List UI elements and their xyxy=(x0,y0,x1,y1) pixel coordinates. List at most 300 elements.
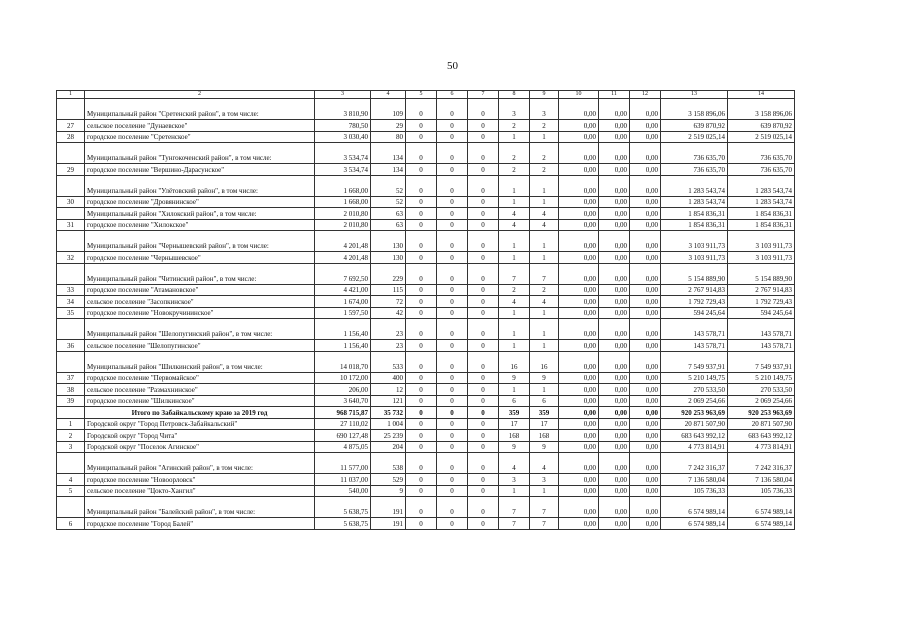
value-cell: 204 xyxy=(371,441,406,453)
value-cell: 0 xyxy=(468,474,499,486)
value-cell: 968 715,87 xyxy=(315,407,371,419)
name-cell: сельское поселение "Цокто-Хангил" xyxy=(85,485,315,497)
value-cell: 7 xyxy=(530,497,559,518)
value-cell: 229 xyxy=(371,263,406,284)
value-cell: 4 xyxy=(499,219,530,231)
value-cell: 0,00 xyxy=(599,351,630,372)
value-cell: 2 xyxy=(499,143,530,164)
value-cell: 1 xyxy=(530,231,559,252)
value-cell: 63 xyxy=(371,219,406,231)
value-cell: 0,00 xyxy=(630,120,661,132)
value-cell: 0,00 xyxy=(630,395,661,407)
value-cell: 0 xyxy=(406,340,437,352)
value-cell: 191 xyxy=(371,497,406,518)
value-cell: 0 xyxy=(437,164,468,176)
value-cell: 0 xyxy=(406,307,437,319)
value-cell: 0,00 xyxy=(630,430,661,442)
value-cell: 1 xyxy=(499,340,530,352)
table-row xyxy=(57,164,795,176)
value-cell: 7 549 937,91 xyxy=(661,351,728,372)
value-cell: 594 245,64 xyxy=(728,307,795,319)
name-cell: городское поселение "Чернышевское" xyxy=(85,252,315,264)
row-number-cell: 38 xyxy=(57,384,85,396)
value-cell: 0 xyxy=(468,296,499,308)
value-cell: 0,00 xyxy=(630,372,661,384)
value-cell: 121 xyxy=(371,395,406,407)
value-cell: 0 xyxy=(406,120,437,132)
value-cell: 736 635,70 xyxy=(728,143,795,164)
value-cell: 0,00 xyxy=(630,453,661,474)
value-cell: 0 xyxy=(437,497,468,518)
name-cell: городское поселение "Новоорловск" xyxy=(85,474,315,486)
value-cell: 0 xyxy=(406,131,437,143)
column-number: 7 xyxy=(468,91,499,99)
table-row xyxy=(57,395,795,407)
name-cell: городское поселение "Город Балей" xyxy=(85,518,315,530)
value-cell: 0 xyxy=(437,441,468,453)
table-row xyxy=(57,418,795,430)
value-cell: 11 037,00 xyxy=(315,474,371,486)
name-cell: Городской округ "Поселок Агинское" xyxy=(85,441,315,453)
value-cell: 143 578,71 xyxy=(728,340,795,352)
value-cell: 0,00 xyxy=(559,372,599,384)
value-cell: 0,00 xyxy=(599,231,630,252)
value-cell: 0,00 xyxy=(599,453,630,474)
value-cell: 3 158 896,06 xyxy=(661,99,728,120)
value-cell: 0,00 xyxy=(559,263,599,284)
value-cell: 0 xyxy=(468,395,499,407)
value-cell: 0 xyxy=(437,296,468,308)
value-cell: 0 xyxy=(468,143,499,164)
value-cell: 7 xyxy=(530,263,559,284)
district-row xyxy=(57,231,795,252)
name-cell: городское поселение "Дровянинское" xyxy=(85,196,315,208)
value-cell: 1 xyxy=(530,175,559,196)
value-cell: 63 xyxy=(371,208,406,220)
value-cell: 9 xyxy=(530,441,559,453)
value-cell: 0 xyxy=(406,453,437,474)
value-cell: 1 xyxy=(499,307,530,319)
value-cell: 780,50 xyxy=(315,120,371,132)
value-cell: 3 810,90 xyxy=(315,99,371,120)
value-cell: 4 773 814,91 xyxy=(661,441,728,453)
value-cell: 1 xyxy=(499,319,530,340)
row-number-cell: 36 xyxy=(57,340,85,352)
value-cell: 1 xyxy=(530,340,559,352)
value-cell: 0 xyxy=(406,395,437,407)
value-cell: 42 xyxy=(371,307,406,319)
value-cell: 35 732 xyxy=(371,407,406,419)
value-cell: 0,00 xyxy=(559,351,599,372)
value-cell: 0 xyxy=(437,263,468,284)
value-cell: 0,00 xyxy=(630,474,661,486)
value-cell: 0 xyxy=(468,351,499,372)
value-cell: 3 534,74 xyxy=(315,164,371,176)
value-cell: 5 638,75 xyxy=(315,518,371,530)
value-cell: 0,00 xyxy=(559,518,599,530)
name-cell: Городской округ "Город Чита" xyxy=(85,430,315,442)
value-cell: 1 xyxy=(530,319,559,340)
value-cell: 0 xyxy=(468,131,499,143)
table-row xyxy=(57,474,795,486)
value-cell: 0,00 xyxy=(559,407,599,419)
value-cell: 23 xyxy=(371,319,406,340)
row-number-cell xyxy=(57,319,85,340)
row-number-cell: 2 xyxy=(57,430,85,442)
value-cell: 0 xyxy=(437,131,468,143)
total-row xyxy=(57,407,795,419)
value-cell: 359 xyxy=(499,407,530,419)
value-cell: 1 xyxy=(499,384,530,396)
value-cell: 52 xyxy=(371,175,406,196)
value-cell: 0,00 xyxy=(630,340,661,352)
value-cell: 23 xyxy=(371,340,406,352)
value-cell: 533 xyxy=(371,351,406,372)
value-cell: 0,00 xyxy=(559,143,599,164)
value-cell: 2 519 025,14 xyxy=(728,131,795,143)
value-cell: 0,00 xyxy=(599,131,630,143)
value-cell: 7 692,50 xyxy=(315,263,371,284)
value-cell: 0,00 xyxy=(559,296,599,308)
table-row xyxy=(57,252,795,264)
value-cell: 0 xyxy=(468,219,499,231)
value-cell: 0 xyxy=(437,208,468,220)
value-cell: 0 xyxy=(406,296,437,308)
value-cell: 0,00 xyxy=(599,395,630,407)
value-cell: 0,00 xyxy=(599,263,630,284)
value-cell: 1 xyxy=(499,231,530,252)
row-number-cell: 34 xyxy=(57,296,85,308)
value-cell: 143 578,71 xyxy=(661,319,728,340)
value-cell: 0,00 xyxy=(559,319,599,340)
value-cell: 0,00 xyxy=(599,485,630,497)
value-cell: 0,00 xyxy=(559,307,599,319)
value-cell: 29 xyxy=(371,120,406,132)
column-number: 3 xyxy=(315,91,371,99)
value-cell: 3 xyxy=(499,99,530,120)
row-number-cell: 33 xyxy=(57,284,85,296)
value-cell: 0 xyxy=(406,164,437,176)
column-number: 14 xyxy=(728,91,795,99)
value-cell: 14 018,70 xyxy=(315,351,371,372)
value-cell: 0 xyxy=(437,99,468,120)
column-number-row xyxy=(57,91,795,99)
value-cell: 0 xyxy=(406,474,437,486)
value-cell: 12 xyxy=(371,384,406,396)
value-cell: 0,00 xyxy=(630,196,661,208)
table-row xyxy=(57,120,795,132)
value-cell: 0 xyxy=(437,284,468,296)
value-cell: 2 069 254,66 xyxy=(661,395,728,407)
value-cell: 0,00 xyxy=(559,453,599,474)
value-cell: 3 158 896,06 xyxy=(728,99,795,120)
value-cell: 0,00 xyxy=(630,99,661,120)
district-row xyxy=(57,208,795,220)
value-cell: 3 103 911,73 xyxy=(728,231,795,252)
value-cell: 6 574 989,14 xyxy=(728,497,795,518)
value-cell: 0 xyxy=(406,384,437,396)
value-cell: 1 668,00 xyxy=(315,196,371,208)
value-cell: 0,00 xyxy=(599,208,630,220)
value-cell: 7 xyxy=(530,518,559,530)
value-cell: 7 xyxy=(499,263,530,284)
value-cell: 0 xyxy=(437,319,468,340)
row-number-cell: 27 xyxy=(57,120,85,132)
value-cell: 0,00 xyxy=(630,231,661,252)
value-cell: 920 253 963,69 xyxy=(728,407,795,419)
value-cell: 25 239 xyxy=(371,430,406,442)
name-cell: городское поселение "Хилокское" xyxy=(85,219,315,231)
value-cell: 0,00 xyxy=(630,518,661,530)
value-cell: 0,00 xyxy=(559,284,599,296)
name-cell: Муниципальный район "Хилокский район", в том числе: xyxy=(85,208,315,220)
value-cell: 0 xyxy=(406,231,437,252)
value-cell: 0,00 xyxy=(599,307,630,319)
value-cell: 0 xyxy=(437,143,468,164)
row-number-cell xyxy=(57,143,85,164)
value-cell: 270 533,50 xyxy=(661,384,728,396)
value-cell: 0 xyxy=(468,453,499,474)
value-cell: 1 156,40 xyxy=(315,319,371,340)
name-cell: Муниципальный район "Сретенский район", в том числе: xyxy=(85,99,315,120)
value-cell: 0 xyxy=(437,453,468,474)
row-number-cell: 30 xyxy=(57,196,85,208)
value-cell: 0,00 xyxy=(559,231,599,252)
value-cell: 0,00 xyxy=(559,430,599,442)
row-number-cell xyxy=(57,208,85,220)
value-cell: 0 xyxy=(468,418,499,430)
value-cell: 0,00 xyxy=(599,196,630,208)
value-cell: 1 283 543,74 xyxy=(661,175,728,196)
value-cell: 130 xyxy=(371,252,406,264)
value-cell: 1 xyxy=(530,485,559,497)
table-row xyxy=(57,372,795,384)
value-cell: 2 767 914,83 xyxy=(661,284,728,296)
value-cell: 0,00 xyxy=(599,296,630,308)
value-cell: 2 767 914,83 xyxy=(728,284,795,296)
name-cell: городское поселение "Новокручининское" xyxy=(85,307,315,319)
district-row xyxy=(57,263,795,284)
value-cell: 52 xyxy=(371,196,406,208)
column-number: 6 xyxy=(437,91,468,99)
value-cell: 0 xyxy=(437,120,468,132)
row-number-cell xyxy=(57,407,85,419)
value-cell: 0,00 xyxy=(599,99,630,120)
value-cell: 0 xyxy=(468,208,499,220)
row-number-cell: 6 xyxy=(57,518,85,530)
value-cell: 0,00 xyxy=(599,430,630,442)
row-number-cell: 5 xyxy=(57,485,85,497)
value-cell: 5 638,75 xyxy=(315,497,371,518)
value-cell: 0 xyxy=(468,307,499,319)
value-cell: 0 xyxy=(468,120,499,132)
value-cell: 2 xyxy=(530,164,559,176)
value-cell: 0,00 xyxy=(559,208,599,220)
value-cell: 0 xyxy=(437,474,468,486)
row-number-cell: 3 xyxy=(57,441,85,453)
value-cell: 1 xyxy=(530,196,559,208)
row-number-cell: 1 xyxy=(57,418,85,430)
value-cell: 359 xyxy=(530,407,559,419)
row-number-cell xyxy=(57,99,85,120)
value-cell: 109 xyxy=(371,99,406,120)
value-cell: 6 xyxy=(530,395,559,407)
value-cell: 0 xyxy=(437,196,468,208)
table-row xyxy=(57,296,795,308)
value-cell: 0,00 xyxy=(599,418,630,430)
value-cell: 1 xyxy=(499,252,530,264)
value-cell: 0,00 xyxy=(599,518,630,530)
name-cell: Муниципальный район "Балейский район", в том числе: xyxy=(85,497,315,518)
value-cell: 1 854 836,31 xyxy=(728,208,795,220)
value-cell: 3 103 911,73 xyxy=(661,252,728,264)
row-number-cell xyxy=(57,263,85,284)
value-cell: 3 xyxy=(530,99,559,120)
value-cell: 639 870,92 xyxy=(728,120,795,132)
value-cell: 0,00 xyxy=(559,175,599,196)
value-cell: 2 xyxy=(530,143,559,164)
value-cell: 0 xyxy=(468,99,499,120)
table-row xyxy=(57,284,795,296)
district-row xyxy=(57,143,795,164)
value-cell: 0,00 xyxy=(630,263,661,284)
value-cell: 0,00 xyxy=(630,407,661,419)
column-number: 13 xyxy=(661,91,728,99)
value-cell: 0 xyxy=(437,407,468,419)
value-cell: 0 xyxy=(468,497,499,518)
value-cell: 736 635,70 xyxy=(661,143,728,164)
value-cell: 4 201,48 xyxy=(315,252,371,264)
value-cell: 0,00 xyxy=(630,485,661,497)
table-row xyxy=(57,485,795,497)
value-cell: 72 xyxy=(371,296,406,308)
value-cell: 0,00 xyxy=(599,319,630,340)
name-cell: городское поселение "Сретенское" xyxy=(85,131,315,143)
column-number: 2 xyxy=(85,91,315,99)
name-cell: Муниципальный район "Шилкинский район", в том числе: xyxy=(85,351,315,372)
value-cell: 0 xyxy=(437,252,468,264)
value-cell: 540,00 xyxy=(315,485,371,497)
value-cell: 0,00 xyxy=(599,340,630,352)
value-cell: 0 xyxy=(406,441,437,453)
value-cell: 1 674,00 xyxy=(315,296,371,308)
value-cell: 0 xyxy=(406,99,437,120)
value-cell: 0 xyxy=(468,319,499,340)
district-row xyxy=(57,319,795,340)
value-cell: 1 156,40 xyxy=(315,340,371,352)
value-cell: 0,00 xyxy=(599,372,630,384)
value-cell: 9 xyxy=(499,441,530,453)
value-cell: 1 283 543,74 xyxy=(661,196,728,208)
value-cell: 0 xyxy=(468,175,499,196)
value-cell: 5 154 889,90 xyxy=(661,263,728,284)
value-cell: 6 574 989,14 xyxy=(661,497,728,518)
value-cell: 0,00 xyxy=(599,219,630,231)
value-cell: 2 xyxy=(530,284,559,296)
value-cell: 0 xyxy=(468,263,499,284)
value-cell: 168 xyxy=(499,430,530,442)
value-cell: 0,00 xyxy=(559,340,599,352)
value-cell: 2 xyxy=(530,120,559,132)
row-number-cell xyxy=(57,453,85,474)
value-cell: 270 533,50 xyxy=(728,384,795,396)
value-cell: 2 010,80 xyxy=(315,219,371,231)
value-cell: 1 854 836,31 xyxy=(661,219,728,231)
value-cell: 0,00 xyxy=(630,131,661,143)
value-cell: 2 519 025,14 xyxy=(661,131,728,143)
value-cell: 1 854 836,31 xyxy=(728,219,795,231)
row-number-cell xyxy=(57,497,85,518)
value-cell: 20 871 507,90 xyxy=(661,418,728,430)
value-cell: 191 xyxy=(371,518,406,530)
name-cell: Муниципальный район "Улётовский район", в том числе: xyxy=(85,175,315,196)
value-cell: 594 245,64 xyxy=(661,307,728,319)
value-cell: 0,00 xyxy=(630,307,661,319)
value-cell: 0,00 xyxy=(599,284,630,296)
value-cell: 2 xyxy=(499,120,530,132)
district-row xyxy=(57,351,795,372)
value-cell: 0,00 xyxy=(559,474,599,486)
value-cell: 6 xyxy=(499,395,530,407)
value-cell: 0,00 xyxy=(559,441,599,453)
value-cell: 736 635,70 xyxy=(728,164,795,176)
value-cell: 0 xyxy=(437,175,468,196)
value-cell: 0,00 xyxy=(599,143,630,164)
value-cell: 0 xyxy=(468,231,499,252)
value-cell: 0,00 xyxy=(630,252,661,264)
value-cell: 0 xyxy=(468,340,499,352)
row-number-cell xyxy=(57,231,85,252)
value-cell: 10 172,00 xyxy=(315,372,371,384)
value-cell: 4 xyxy=(530,208,559,220)
value-cell: 0 xyxy=(437,418,468,430)
value-cell: 683 643 992,12 xyxy=(661,430,728,442)
row-number-cell: 31 xyxy=(57,219,85,231)
value-cell: 0,00 xyxy=(599,474,630,486)
value-cell: 0 xyxy=(406,418,437,430)
table-row xyxy=(57,131,795,143)
value-cell: 0,00 xyxy=(630,219,661,231)
value-cell: 0 xyxy=(468,430,499,442)
value-cell: 27 110,02 xyxy=(315,418,371,430)
name-cell: Муниципальный район "Шелопугинский район", в том числе: xyxy=(85,319,315,340)
value-cell: 4 xyxy=(530,296,559,308)
value-cell: 3 640,70 xyxy=(315,395,371,407)
column-number: 9 xyxy=(530,91,559,99)
value-cell: 1 792 729,43 xyxy=(728,296,795,308)
table-row xyxy=(57,441,795,453)
value-cell: 7 136 580,04 xyxy=(661,474,728,486)
value-cell: 0,00 xyxy=(599,497,630,518)
value-cell: 2 069 254,66 xyxy=(728,395,795,407)
value-cell: 143 578,71 xyxy=(728,319,795,340)
column-number: 4 xyxy=(371,91,406,99)
value-cell: 0,00 xyxy=(630,441,661,453)
value-cell: 143 578,71 xyxy=(661,340,728,352)
value-cell: 0,00 xyxy=(559,252,599,264)
value-cell: 0 xyxy=(406,208,437,220)
table-row xyxy=(57,219,795,231)
value-cell: 6 574 989,14 xyxy=(661,518,728,530)
value-cell: 690 127,48 xyxy=(315,430,371,442)
value-cell: 0 xyxy=(437,430,468,442)
value-cell: 115 xyxy=(371,284,406,296)
value-cell: 1 xyxy=(499,196,530,208)
name-cell: Муниципальный район "Агинский район", в том числе: xyxy=(85,453,315,474)
value-cell: 0 xyxy=(437,395,468,407)
value-cell: 0,00 xyxy=(559,384,599,396)
value-cell: 5 154 889,90 xyxy=(728,263,795,284)
